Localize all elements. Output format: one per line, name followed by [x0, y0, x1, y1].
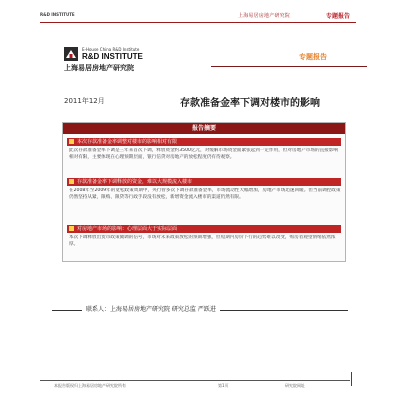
report-type-rule: [211, 66, 367, 67]
document-title: 存款准备金率下调对楼市的影响: [180, 98, 320, 109]
logo-english-top: E-House China R&D Institute: [82, 47, 140, 52]
footer-page: 第1页: [218, 383, 229, 388]
header-tag: 专题报告: [326, 13, 351, 20]
summary-point-heading: [67, 178, 341, 186]
ehouse-logo-icon: [64, 47, 78, 61]
contact-line: 联系人：上海易居房地产研究院 研究总监 严跃进: [82, 304, 220, 313]
header-institute: 上海易居房地产研究院: [238, 13, 291, 19]
summary-header: 报告摘要: [63, 123, 345, 134]
footer-contact: 研究院网址: [285, 383, 305, 388]
summary-point-heading-text: 本次存款准备金率调整对楼市的影响相对有限: [77, 139, 178, 145]
summary-box: [62, 122, 346, 262]
header-rule: [40, 22, 356, 23]
summary-point-heading: [67, 225, 341, 233]
summary-point-body: 在2008年至2009年的宽松政策周期中，央行曾多次下调存款准备金率，市场流动性大幅增加，房地产市场迅速回暖。但当前调控政策仍然坚持从紧，限购、限贷等行政手段没有放松，新增资金流入楼市的渠道仍然有限。: [69, 188, 341, 200]
summary-point-heading-text: 存款准备金率下调释放的资金，难以大规模流入楼市: [77, 179, 193, 185]
bullet-icon: [69, 179, 74, 184]
summary-point-body: 此次存款准备金率下调是三年来首次下调，释放资金约3500亿元，对缓解市场资金面紧张起到一定作用，但对房地产市场的直接影响相对有限，主要体现在心理预期层面，银行信贷对房地产的放松程度仍有待观察。: [69, 148, 338, 160]
footer-rule: [40, 380, 350, 381]
footer-disclaimer: 本报告版权归上海易居房地产研究院所有: [54, 383, 126, 388]
bullet-icon: [69, 139, 74, 144]
header-logo-small: R&D INSTITUTE: [40, 12, 75, 17]
summary-point-body: 本次下调释放出货币政策微调的信号，市场对未来政策放松的预期增强，但短期内房价下行的趋势难以改变，购房者观望情绪依然浓厚。: [69, 235, 336, 247]
footer-side-bar: [351, 372, 352, 386]
report-date: 2011年12月: [64, 97, 105, 105]
bullet-icon: [69, 226, 74, 231]
logo-english: R&D INSTITUTE: [82, 52, 143, 61]
report-type: 专题报告: [299, 53, 327, 61]
logo-chinese: 上海易居房地产研究院: [64, 64, 134, 72]
summary-point-heading: [67, 138, 341, 146]
summary-point-heading-text: 对房地产市场的影响：心理层面大于实际层面: [77, 226, 178, 232]
